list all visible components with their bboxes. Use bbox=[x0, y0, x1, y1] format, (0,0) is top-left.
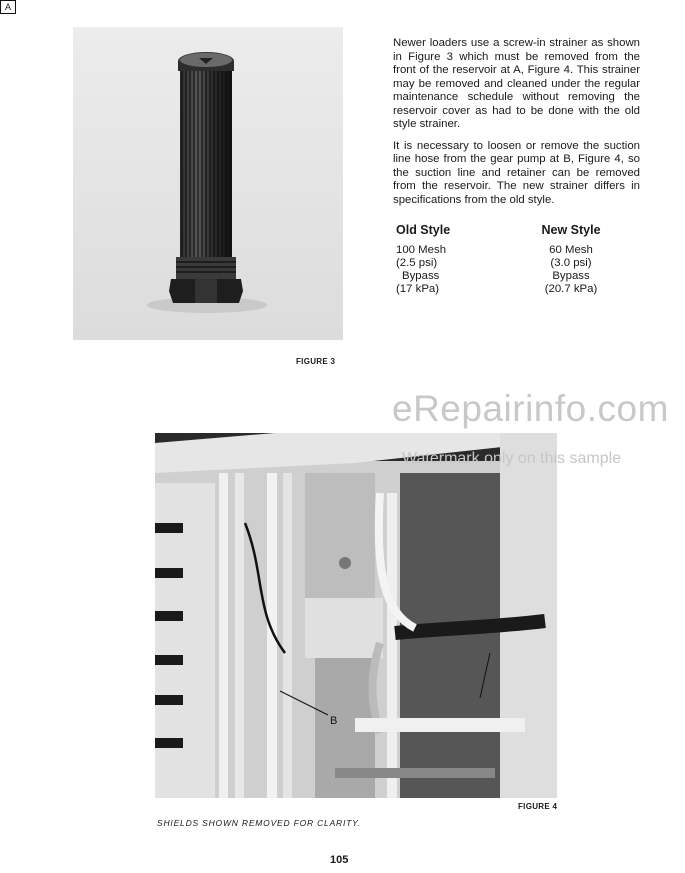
body-text bbox=[393, 37, 640, 215]
figure-4-photo bbox=[155, 433, 557, 798]
new-style-heading: New Style bbox=[541, 223, 601, 237]
figure-4-label: FIGURE 4 bbox=[518, 802, 558, 811]
figure-3-photo bbox=[73, 27, 343, 340]
paragraph-1: Newer loaders use a screw-in strainer as shown in Figure 3 which must be removed from the front of the reservoir at A, Figure 4. This strainer may be removed and cleaned under the regular maintenance schedule without removing the reservoir cover as had to be done with the old style strainer. bbox=[393, 37, 640, 130]
old-mesh: 100 Mesh bbox=[396, 244, 447, 256]
callout-a: A bbox=[0, 0, 16, 14]
pump-assembly-image bbox=[155, 433, 557, 798]
old-style-heading: Old Style bbox=[396, 223, 451, 237]
callout-b: B bbox=[330, 715, 338, 727]
new-pressure-psi: (3.0 psi) bbox=[550, 257, 592, 269]
new-mesh: 60 Mesh bbox=[549, 244, 593, 256]
new-bypass: Bypass bbox=[552, 270, 590, 282]
figure-caption: SHIELDS SHOWN REMOVED FOR CLARITY. bbox=[157, 818, 361, 828]
watermark-note: Watermark only on this sample bbox=[402, 450, 622, 467]
paragraph-2: It is necessary to loosen or remove the suction line hose from the gear pump at B, Figure 4, so the suction line and retainer can be removed from the reservoir. The new strainer differs in specifications from the old style. bbox=[393, 139, 640, 206]
old-bypass: Bypass bbox=[402, 270, 440, 282]
new-pressure-kpa: (20.7 kPa) bbox=[544, 283, 598, 295]
figure-3-label: FIGURE 3 bbox=[296, 357, 336, 366]
page-number: 105 bbox=[330, 854, 349, 866]
old-pressure-psi: (2.5 psi) bbox=[396, 257, 438, 269]
old-style-column bbox=[396, 224, 516, 296]
watermark-site: eRepairinfo.com bbox=[392, 388, 669, 429]
old-pressure-kpa: (17 kPa) bbox=[396, 283, 440, 295]
strainer-image bbox=[73, 27, 343, 340]
new-style-column bbox=[526, 224, 616, 296]
